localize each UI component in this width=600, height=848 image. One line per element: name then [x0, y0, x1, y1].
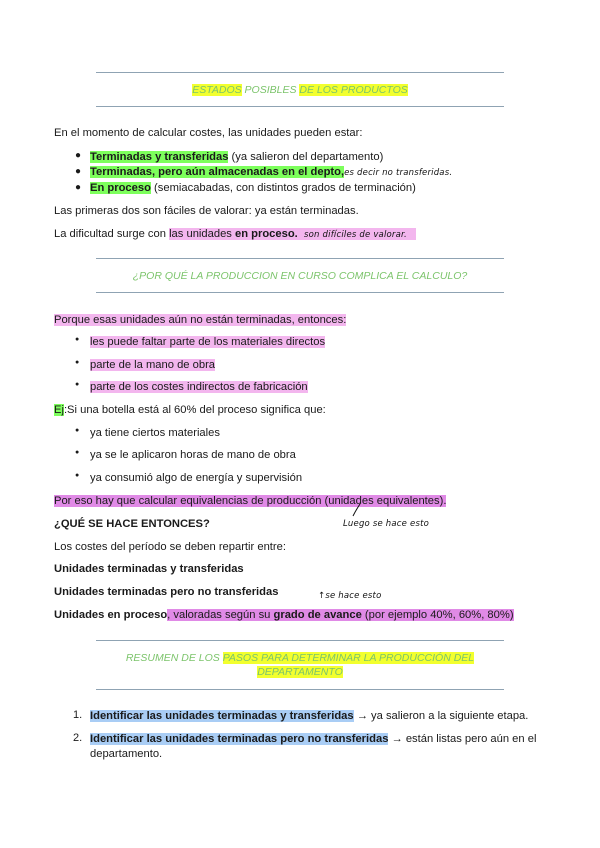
- heading-part: PASOS PARA DETERMINAR LA PRODUCCIÓN DEL: [222, 652, 475, 664]
- bullet-dot: ●: [75, 427, 80, 434]
- list-item: [90, 150, 383, 164]
- item-text: les puede faltar parte de los materiales directos: [90, 336, 326, 348]
- text: , valoradas según su: [167, 609, 274, 621]
- paragraph: [54, 313, 346, 327]
- step-number: 2.: [73, 732, 83, 744]
- bullet-dot: ●: [75, 449, 80, 456]
- example-tag: Ej: [54, 404, 64, 416]
- heading-part: RESUMEN DE LOS: [125, 652, 223, 664]
- list-item: [90, 358, 215, 372]
- item-bold: Terminadas, pero aún almacenadas en el depto,: [90, 166, 345, 178]
- highlighted-text: Porque esas unidades aún no están terminadas, entonces:: [54, 314, 347, 326]
- item-text: parte de los costes indirectos de fabricación: [90, 381, 308, 393]
- list-item: ya tiene ciertos materiales: [90, 427, 220, 439]
- bullet-dot: ●: [75, 166, 82, 177]
- category-line: Unidades terminadas pero no transferidas: [54, 586, 279, 598]
- bullet-dot: ●: [75, 150, 82, 161]
- bullet-dot: ●: [75, 381, 80, 388]
- heading-part: DE LOS PRODUCTOS: [299, 84, 408, 96]
- divider-top: [96, 72, 504, 73]
- handwritten-arrow-icon: [350, 502, 364, 518]
- category-line: [54, 608, 514, 622]
- example-paragraph: [54, 403, 326, 417]
- divider: [96, 292, 504, 293]
- step-rest: → ya salieron a la siguiente etapa.: [353, 710, 529, 722]
- paragraph: [54, 227, 416, 242]
- text: en proceso.: [235, 228, 298, 240]
- text: las unidades: [169, 228, 235, 240]
- item-bold: Terminadas y transferidas: [90, 151, 229, 163]
- step-item: [90, 732, 536, 746]
- handwritten-note: es decir no transferidas.: [344, 168, 453, 178]
- step-bold: Identificar las unidades terminadas y transferidas: [90, 710, 354, 722]
- text: grado de avance: [273, 609, 362, 621]
- highlighted-text: [169, 228, 416, 240]
- list-item: ya se le aplicaron horas de mano de obra: [90, 449, 296, 461]
- category-line: Unidades terminadas y transferidas: [54, 563, 244, 575]
- divider: [96, 640, 504, 641]
- step-continuation: departamento.: [90, 748, 163, 760]
- question-heading: ¿QUÉ SE HACE ENTONCES?: [54, 518, 210, 530]
- highlighted-text: [167, 609, 513, 621]
- handwritten-note: ↑se hace esto: [318, 591, 382, 601]
- heading-part: POSIBLES: [241, 84, 300, 96]
- section-heading-estados: [96, 83, 504, 97]
- handwritten-note: son difíciles de valorar.: [304, 230, 407, 240]
- text: La dificultad surge con: [54, 228, 170, 240]
- divider: [96, 106, 504, 107]
- divider: [96, 689, 504, 690]
- item-rest: (ya salieron del departamento): [228, 151, 384, 163]
- paragraph: Los costes del período se deben repartir entre:: [54, 541, 286, 553]
- step-item: [90, 709, 528, 723]
- intro-paragraph: En el momento de calcular costes, las unidades pueden estar:: [54, 127, 363, 139]
- highlighted-text: Por eso hay que calcular equivalencias de producción (unidades equivalentes).: [54, 495, 447, 507]
- list-item: [90, 335, 325, 349]
- list-item: [90, 165, 452, 180]
- step-rest: → están listas pero aún en el: [388, 733, 537, 745]
- section-heading-porque: ¿POR QUÉ LA PRODUCCION EN CURSO COMPLICA EL CALCULO?: [132, 270, 468, 282]
- text: Unidades en proceso: [54, 609, 168, 621]
- step-number: 1.: [73, 709, 83, 721]
- bullet-dot: ●: [75, 472, 80, 479]
- conclusion-paragraph: [54, 494, 446, 508]
- heading-part: ESTADOS: [192, 84, 242, 96]
- bullet-dot: ●: [75, 359, 80, 366]
- text: (por ejemplo 40%, 60%, 80%): [361, 609, 514, 621]
- step-bold: Identificar las unidades terminadas pero no transferidas: [90, 733, 389, 745]
- list-item: ya consumió algo de energía y supervisión: [90, 472, 303, 484]
- bullet-dot: ●: [75, 336, 80, 343]
- bullet-dot: ●: [75, 182, 82, 193]
- item-text: parte de la mano de obra: [90, 359, 216, 371]
- text: :Si una botella está al 60% del proceso significa que:: [63, 404, 326, 416]
- list-item: [90, 181, 416, 195]
- handwritten-note: Luego se hace esto: [343, 519, 430, 529]
- divider: [96, 258, 504, 259]
- paragraph: Las primeras dos son fáciles de valorar: ya están terminadas.: [54, 205, 359, 217]
- section-heading-resumen: [96, 651, 504, 679]
- item-rest: (semiacabadas, con distintos grados de terminación): [150, 182, 416, 194]
- list-item: [90, 380, 308, 394]
- heading-part: DEPARTAMENTO: [257, 666, 343, 678]
- item-bold: En proceso: [90, 182, 151, 194]
